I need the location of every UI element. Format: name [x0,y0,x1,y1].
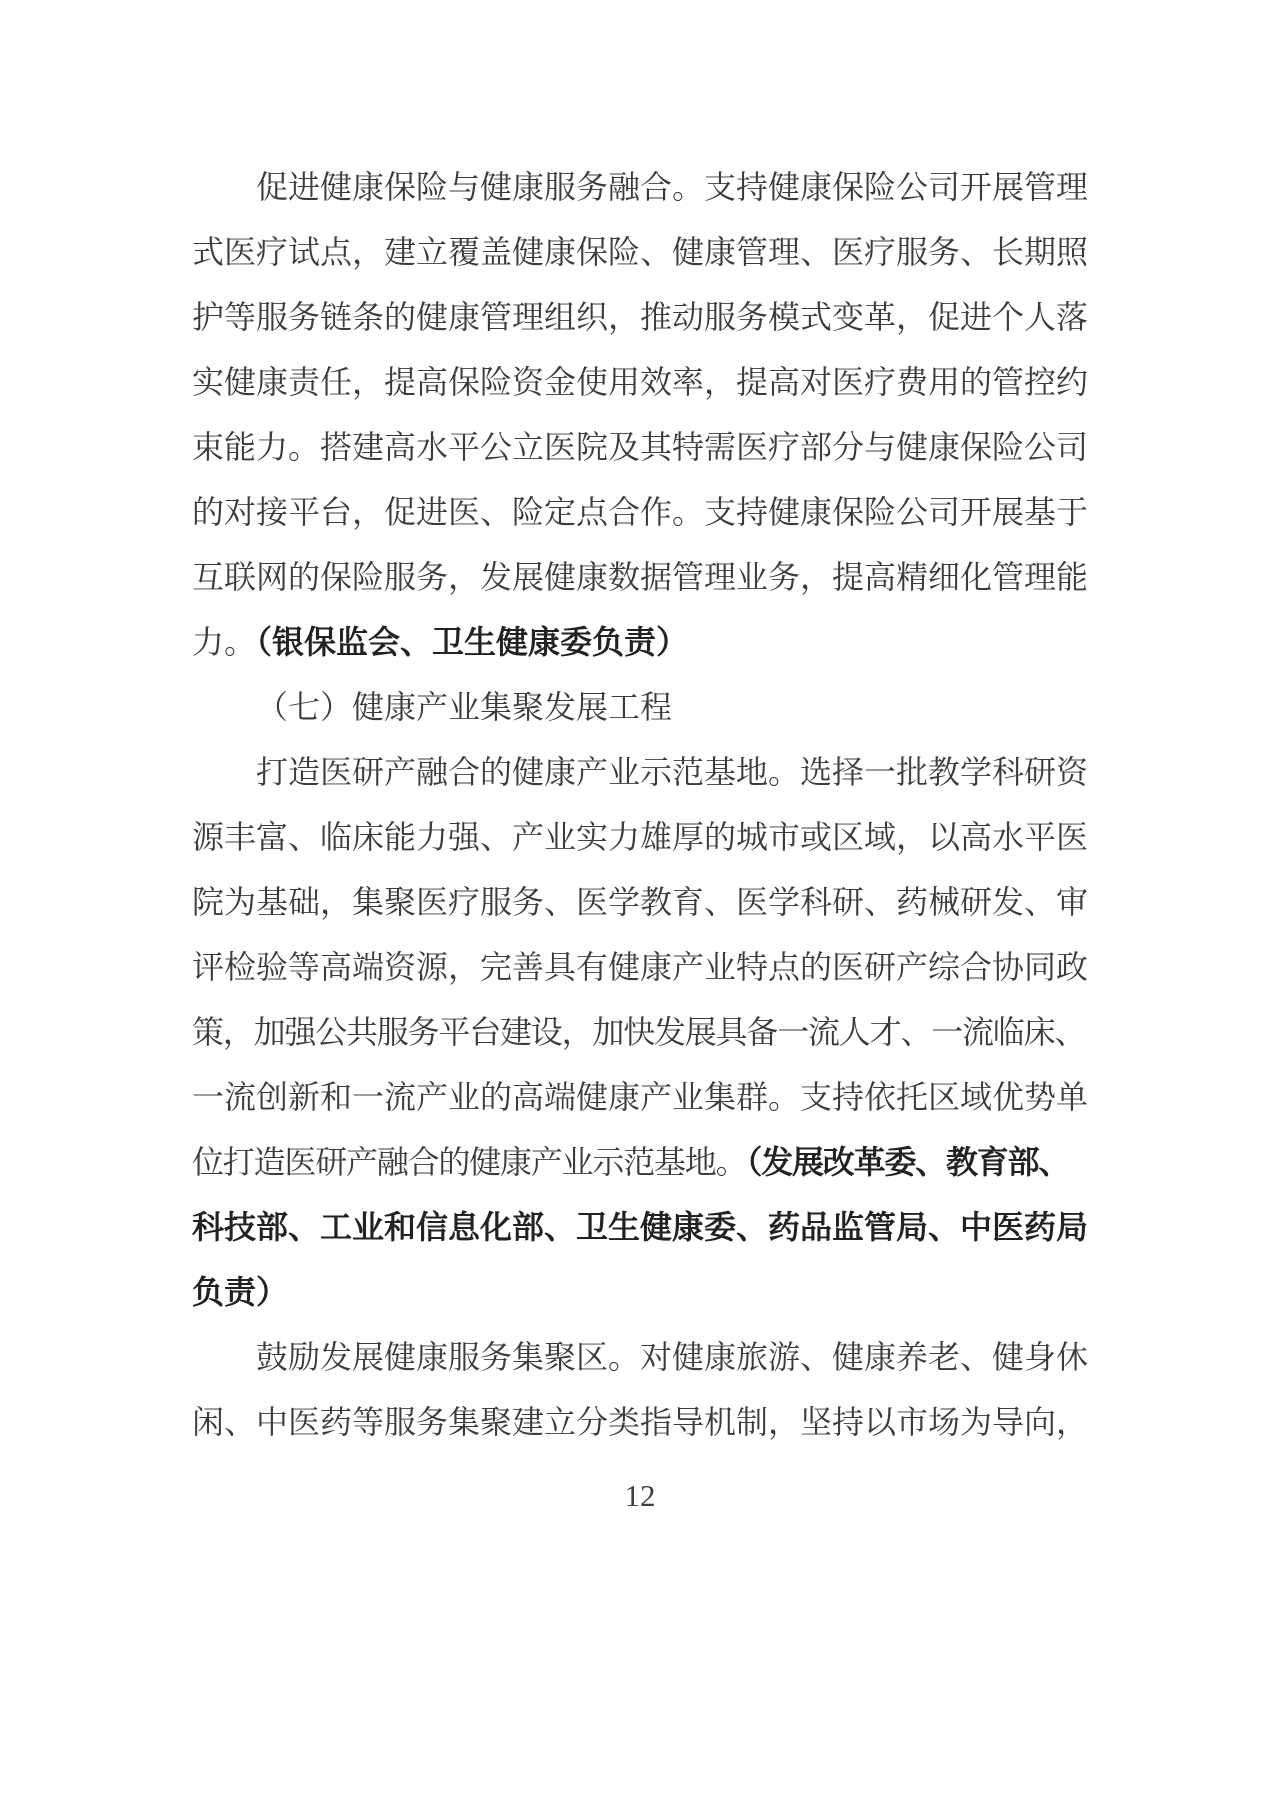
text-line [192,740,1088,805]
text-line [192,935,1088,1000]
body-text: 打造医研产融合的健康产业示范基地。选择一批教学科研资 [256,754,1088,790]
text-line [192,805,1088,870]
body-text: 闲、中医药等服务集聚建立分类指导机制，坚持以市场为导向， [192,1404,1088,1440]
body-text: 实健康责任，提高保险资金使用效率，提高对医疗费用的管控约 [192,364,1088,400]
body-text: （七）健康产业集聚发展工程 [256,689,673,725]
body-text: 互联网的保险服务，发展健康数据管理业务，提高精细化管理能 [192,559,1088,595]
text-line [192,1195,1088,1260]
responsible-agencies-text: 科技部、工业和信息化部、卫生健康委、药品监管局、中医药局 [192,1209,1088,1245]
body-text: 式医疗试点，建立覆盖健康保险、健康管理、医疗服务、长期照 [192,234,1088,270]
page-number: 12 [624,1478,656,1513]
body-text: 力。 [192,624,257,660]
text-line [192,285,1088,350]
responsible-agencies-text: 负责） [192,1274,289,1310]
body-text: 策，加强公共服务平台建设，加快发展具备一流人才、一流临床、 [192,1014,1086,1050]
body-text: 一流创新和一流产业的高端健康产业集群。支持依托区域优势单 [192,1079,1088,1115]
text-line [192,350,1088,415]
text-line [192,1130,1088,1195]
text-line [192,610,1088,675]
section-heading-line [192,675,1088,740]
text-line [192,1000,1088,1065]
text-line [192,155,1088,220]
text-line [192,1260,1088,1325]
text-line [192,480,1088,545]
text-line [192,1065,1088,1130]
body-text: 院为基础，集聚医疗服务、医学教育、医学科研、药械研发、审 [192,884,1088,920]
body-text: 评检验等高端资源，完善具有健康产业特点的医研产综合协同政 [192,949,1088,985]
body-text: 鼓励发展健康服务集聚区。对健康旅游、健康养老、健身休 [256,1339,1088,1375]
body-text: 促进健康保险与健康服务融合。支持健康保险公司开展管理 [256,169,1088,205]
text-line [192,545,1088,610]
document-body [192,155,1088,1455]
text-line [192,1325,1088,1390]
body-text: 位打造医研产融合的健康产业示范基地。 [192,1144,747,1180]
body-text: 护等服务链条的健康管理组织，推动服务模式变革，促进个人落 [192,299,1088,335]
text-line [192,870,1088,935]
text-line [192,220,1088,285]
text-line [192,1390,1088,1455]
text-line [192,415,1088,480]
responsible-agencies-text: （发展改革委、教育部、 [746,1144,1070,1180]
body-text: 源丰富、临床能力强、产业实力雄厚的城市或区域，以高水平医 [192,819,1088,855]
responsible-agencies-text: （银保监会、卫生健康委负责） [256,624,689,660]
body-text: 的对接平台，促进医、险定点合作。支持健康保险公司开展基于 [192,494,1088,530]
body-text: 束能力。搭建高水平公立医院及其特需医疗部分与健康保险公司 [192,429,1088,465]
